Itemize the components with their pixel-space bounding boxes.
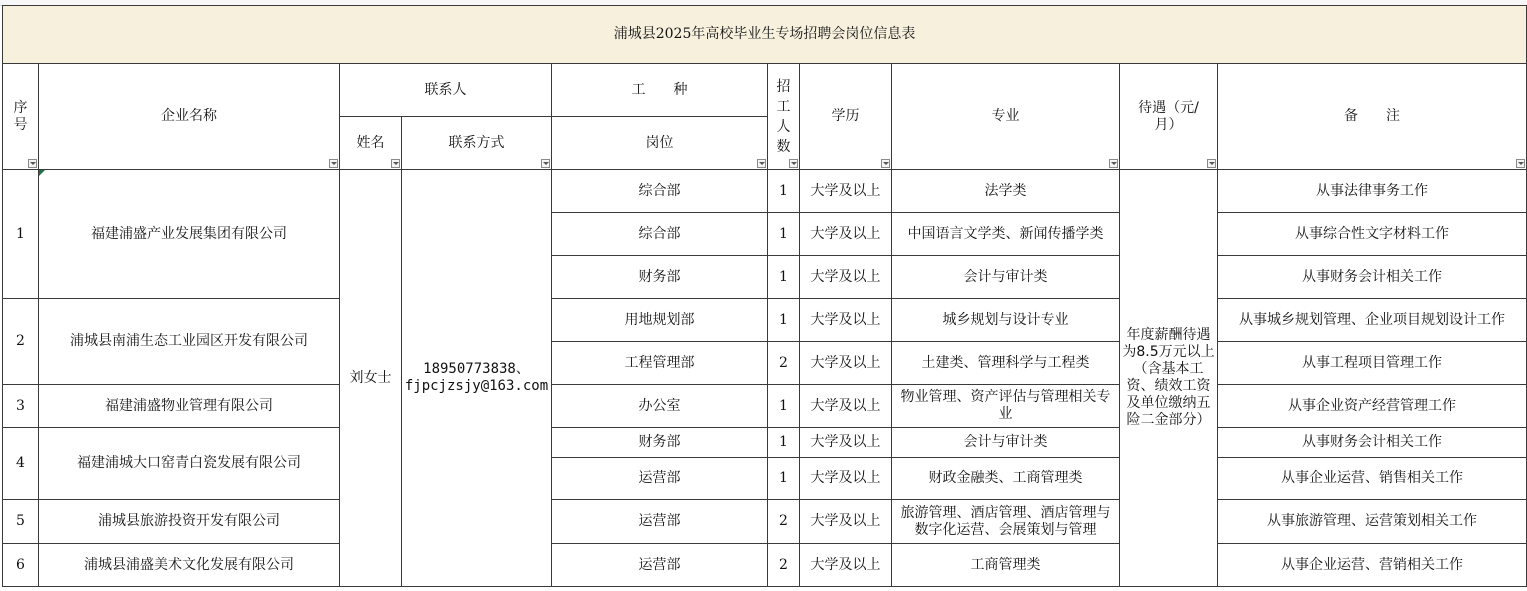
cell-major[interactable]: 会计与审计类 <box>892 428 1120 458</box>
cell-seq[interactable]: 3 <box>3 385 39 428</box>
cell-major[interactable]: 工商管理类 <box>892 544 1120 587</box>
cell-count[interactable]: 2 <box>768 500 800 544</box>
filter-dropdown-icon[interactable] <box>1109 159 1118 168</box>
company-name: 福建浦盛产业发展集团有限公司 <box>91 225 287 242</box>
filter-dropdown-icon[interactable] <box>391 159 400 168</box>
cell-remark[interactable]: 从事旅游管理、运营策划相关工作 <box>1218 500 1527 544</box>
cell-education[interactable]: 大学及以上 <box>800 170 892 213</box>
cell-seq[interactable]: 6 <box>3 544 39 587</box>
filter-dropdown-icon[interactable] <box>28 159 37 168</box>
job-table <box>2 5 1527 587</box>
header-count-label: 招工人数 <box>776 78 791 155</box>
cell-position[interactable]: 财务部 <box>552 256 768 299</box>
filter-dropdown-icon[interactable] <box>789 159 798 168</box>
header-worktype: 工 种 <box>552 64 768 117</box>
cell-count[interactable]: 1 <box>768 299 800 342</box>
header-remark[interactable] <box>1218 64 1527 170</box>
header-seq-label: 序号 <box>13 99 28 133</box>
filter-dropdown-icon[interactable] <box>1516 159 1525 168</box>
cell-remark[interactable]: 从事企业运营、营销相关工作 <box>1218 544 1527 587</box>
cell-company[interactable]: 浦城县南浦生态工业园区开发有限公司 <box>39 299 340 385</box>
header-name-label: 姓名 <box>356 134 385 151</box>
cell-position[interactable]: 办公室 <box>552 385 768 428</box>
header-name[interactable] <box>340 117 402 170</box>
header-education[interactable] <box>800 64 892 170</box>
cell-major[interactable]: 会计与审计类 <box>892 256 1120 299</box>
cell-company[interactable]: 浦城县浦盛美术文化发展有限公司 <box>39 544 340 587</box>
cell-seq[interactable]: 1 <box>3 170 39 299</box>
cell-seq[interactable]: 2 <box>3 299 39 385</box>
cell-position[interactable]: 工程管理部 <box>552 342 768 385</box>
cell-company[interactable] <box>39 170 340 299</box>
cell-remark[interactable]: 从事综合性文字材料工作 <box>1218 213 1527 256</box>
cell-education[interactable]: 大学及以上 <box>800 299 892 342</box>
cell-remark[interactable]: 从事城乡规划管理、企业项目规划设计工作 <box>1218 299 1527 342</box>
header-remark-label: 备 注 <box>1344 108 1401 124</box>
cell-contact-phone[interactable]: 18950773838、fjpcjzsjy@163.com <box>402 170 552 587</box>
cell-company[interactable]: 福建浦城大口窑青白瓷发展有限公司 <box>39 428 340 500</box>
header-phone-label: 联系方式 <box>448 134 505 151</box>
cell-count[interactable]: 1 <box>768 385 800 428</box>
filter-dropdown-icon[interactable] <box>881 159 890 168</box>
cell-count[interactable]: 1 <box>768 458 800 500</box>
cell-education[interactable]: 大学及以上 <box>800 213 892 256</box>
header-education-label: 学历 <box>831 108 860 124</box>
cell-education[interactable]: 大学及以上 <box>800 385 892 428</box>
sheet-title: 浦城县2025年高校毕业生专场招聘会岗位信息表 <box>3 6 1527 64</box>
header-position-label: 岗位 <box>645 134 674 151</box>
header-salary-label: 待遇（元/月） <box>1138 99 1199 133</box>
cell-count[interactable]: 1 <box>768 213 800 256</box>
header-count[interactable] <box>768 64 800 170</box>
cell-seq[interactable]: 5 <box>3 500 39 544</box>
cell-company[interactable]: 浦城县旅游投资开发有限公司 <box>39 500 340 544</box>
cell-position[interactable]: 综合部 <box>552 213 768 256</box>
header-seq[interactable] <box>3 64 39 170</box>
filter-dropdown-icon[interactable] <box>757 159 766 168</box>
cell-position[interactable]: 财务部 <box>552 428 768 458</box>
cell-remark[interactable]: 从事财务会计相关工作 <box>1218 428 1527 458</box>
cell-education[interactable]: 大学及以上 <box>800 428 892 458</box>
cell-seq[interactable]: 4 <box>3 428 39 500</box>
cell-position[interactable]: 运营部 <box>552 458 768 500</box>
filter-dropdown-icon[interactable] <box>329 159 338 168</box>
header-company[interactable] <box>39 64 340 170</box>
cell-remark[interactable]: 从事法律事务工作 <box>1218 170 1527 213</box>
header-contact: 联系人 <box>340 64 552 117</box>
cell-major[interactable]: 物业管理、资产评估与管理相关专业 <box>892 385 1120 428</box>
cell-major[interactable]: 土建类、管理科学与工程类 <box>892 342 1120 385</box>
header-major-label: 专业 <box>991 108 1020 124</box>
cell-contact-name[interactable]: 刘女士 <box>340 170 402 587</box>
cell-education[interactable]: 大学及以上 <box>800 342 892 385</box>
cell-position[interactable]: 综合部 <box>552 170 768 213</box>
cell-position[interactable]: 运营部 <box>552 544 768 587</box>
cell-major[interactable]: 法学类 <box>892 170 1120 213</box>
cell-count[interactable]: 1 <box>768 256 800 299</box>
cell-position[interactable]: 用地规划部 <box>552 299 768 342</box>
comment-indicator-icon <box>39 170 45 176</box>
cell-remark[interactable]: 从事财务会计相关工作 <box>1218 256 1527 299</box>
header-company-label: 企业名称 <box>161 108 217 124</box>
header-major[interactable] <box>892 64 1120 170</box>
cell-position[interactable]: 运营部 <box>552 500 768 544</box>
cell-education[interactable]: 大学及以上 <box>800 256 892 299</box>
cell-count[interactable]: 1 <box>768 428 800 458</box>
filter-dropdown-icon[interactable] <box>1207 159 1216 168</box>
cell-education[interactable]: 大学及以上 <box>800 458 892 500</box>
cell-major[interactable]: 财政金融类、工商管理类 <box>892 458 1120 500</box>
cell-remark[interactable]: 从事企业运营、销售相关工作 <box>1218 458 1527 500</box>
header-phone[interactable] <box>402 117 552 170</box>
filter-dropdown-icon[interactable] <box>541 159 550 168</box>
cell-company[interactable]: 福建浦盛物业管理有限公司 <box>39 385 340 428</box>
cell-education[interactable]: 大学及以上 <box>800 544 892 587</box>
cell-count[interactable]: 2 <box>768 342 800 385</box>
cell-salary[interactable]: 年度薪酬待遇为8.5万元以上（含基本工资、绩效工资及单位缴纳五险二金部分） <box>1120 170 1218 587</box>
header-salary[interactable] <box>1120 64 1218 170</box>
cell-major[interactable]: 旅游管理、酒店管理、酒店管理与数字化运营、会展策划与管理 <box>892 500 1120 544</box>
cell-major[interactable]: 中国语言文学类、新闻传播学类 <box>892 213 1120 256</box>
cell-count[interactable]: 2 <box>768 544 800 587</box>
cell-education[interactable]: 大学及以上 <box>800 500 892 544</box>
cell-remark[interactable]: 从事工程项目管理工作 <box>1218 342 1527 385</box>
header-position[interactable] <box>552 117 768 170</box>
cell-major[interactable]: 城乡规划与设计专业 <box>892 299 1120 342</box>
cell-remark[interactable]: 从事企业资产经营管理工作 <box>1218 385 1527 428</box>
cell-count[interactable]: 1 <box>768 170 800 213</box>
